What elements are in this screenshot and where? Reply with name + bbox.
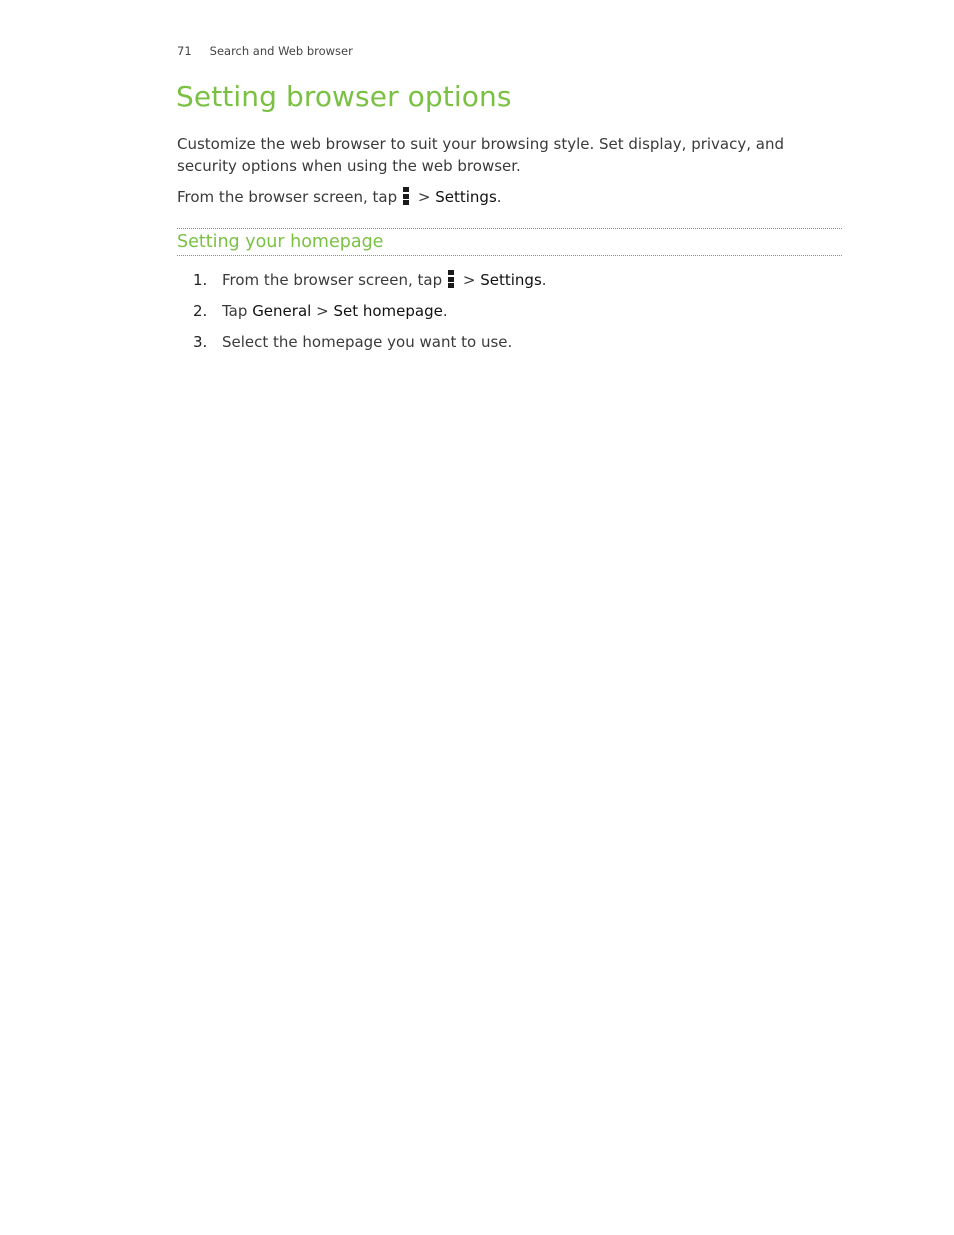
step-prefix: Tap xyxy=(222,302,248,320)
intro-paragraph: Customize the web browser to suit your browsing style. Set display, privacy, and security options when using the web browser. xyxy=(177,135,785,175)
section-name: Search and Web browser xyxy=(209,44,353,58)
step-separator: > xyxy=(462,271,476,289)
step-target: Settings xyxy=(480,271,542,289)
step-number: 2. xyxy=(193,302,208,320)
step-second-term: Set homepage xyxy=(333,302,443,320)
path-prefix: From the browser screen, tap xyxy=(177,188,398,206)
step-suffix: . xyxy=(442,302,448,320)
step-text xyxy=(222,300,448,322)
step-first-term: General xyxy=(252,302,312,320)
subsection-title: Setting your homepage xyxy=(177,232,384,252)
step-prefix: From the browser screen, tap xyxy=(222,271,443,289)
path-separator: > xyxy=(417,188,431,206)
page-title: Setting browser options xyxy=(176,80,512,113)
step-number: 1. xyxy=(193,271,208,289)
step-separator: > xyxy=(316,302,329,320)
subsection-header xyxy=(177,228,842,256)
step-text: Select the homepage you want to use. xyxy=(222,333,513,351)
path-target: Settings xyxy=(435,188,497,206)
step-suffix: . xyxy=(541,271,547,289)
menu-icon xyxy=(448,270,454,288)
page-header xyxy=(177,44,353,58)
settings-path xyxy=(177,186,502,208)
step-number: 3. xyxy=(193,333,208,351)
menu-icon xyxy=(403,187,409,205)
step-text xyxy=(222,269,547,291)
path-suffix: . xyxy=(496,188,502,206)
page-number: 71 xyxy=(177,44,192,58)
